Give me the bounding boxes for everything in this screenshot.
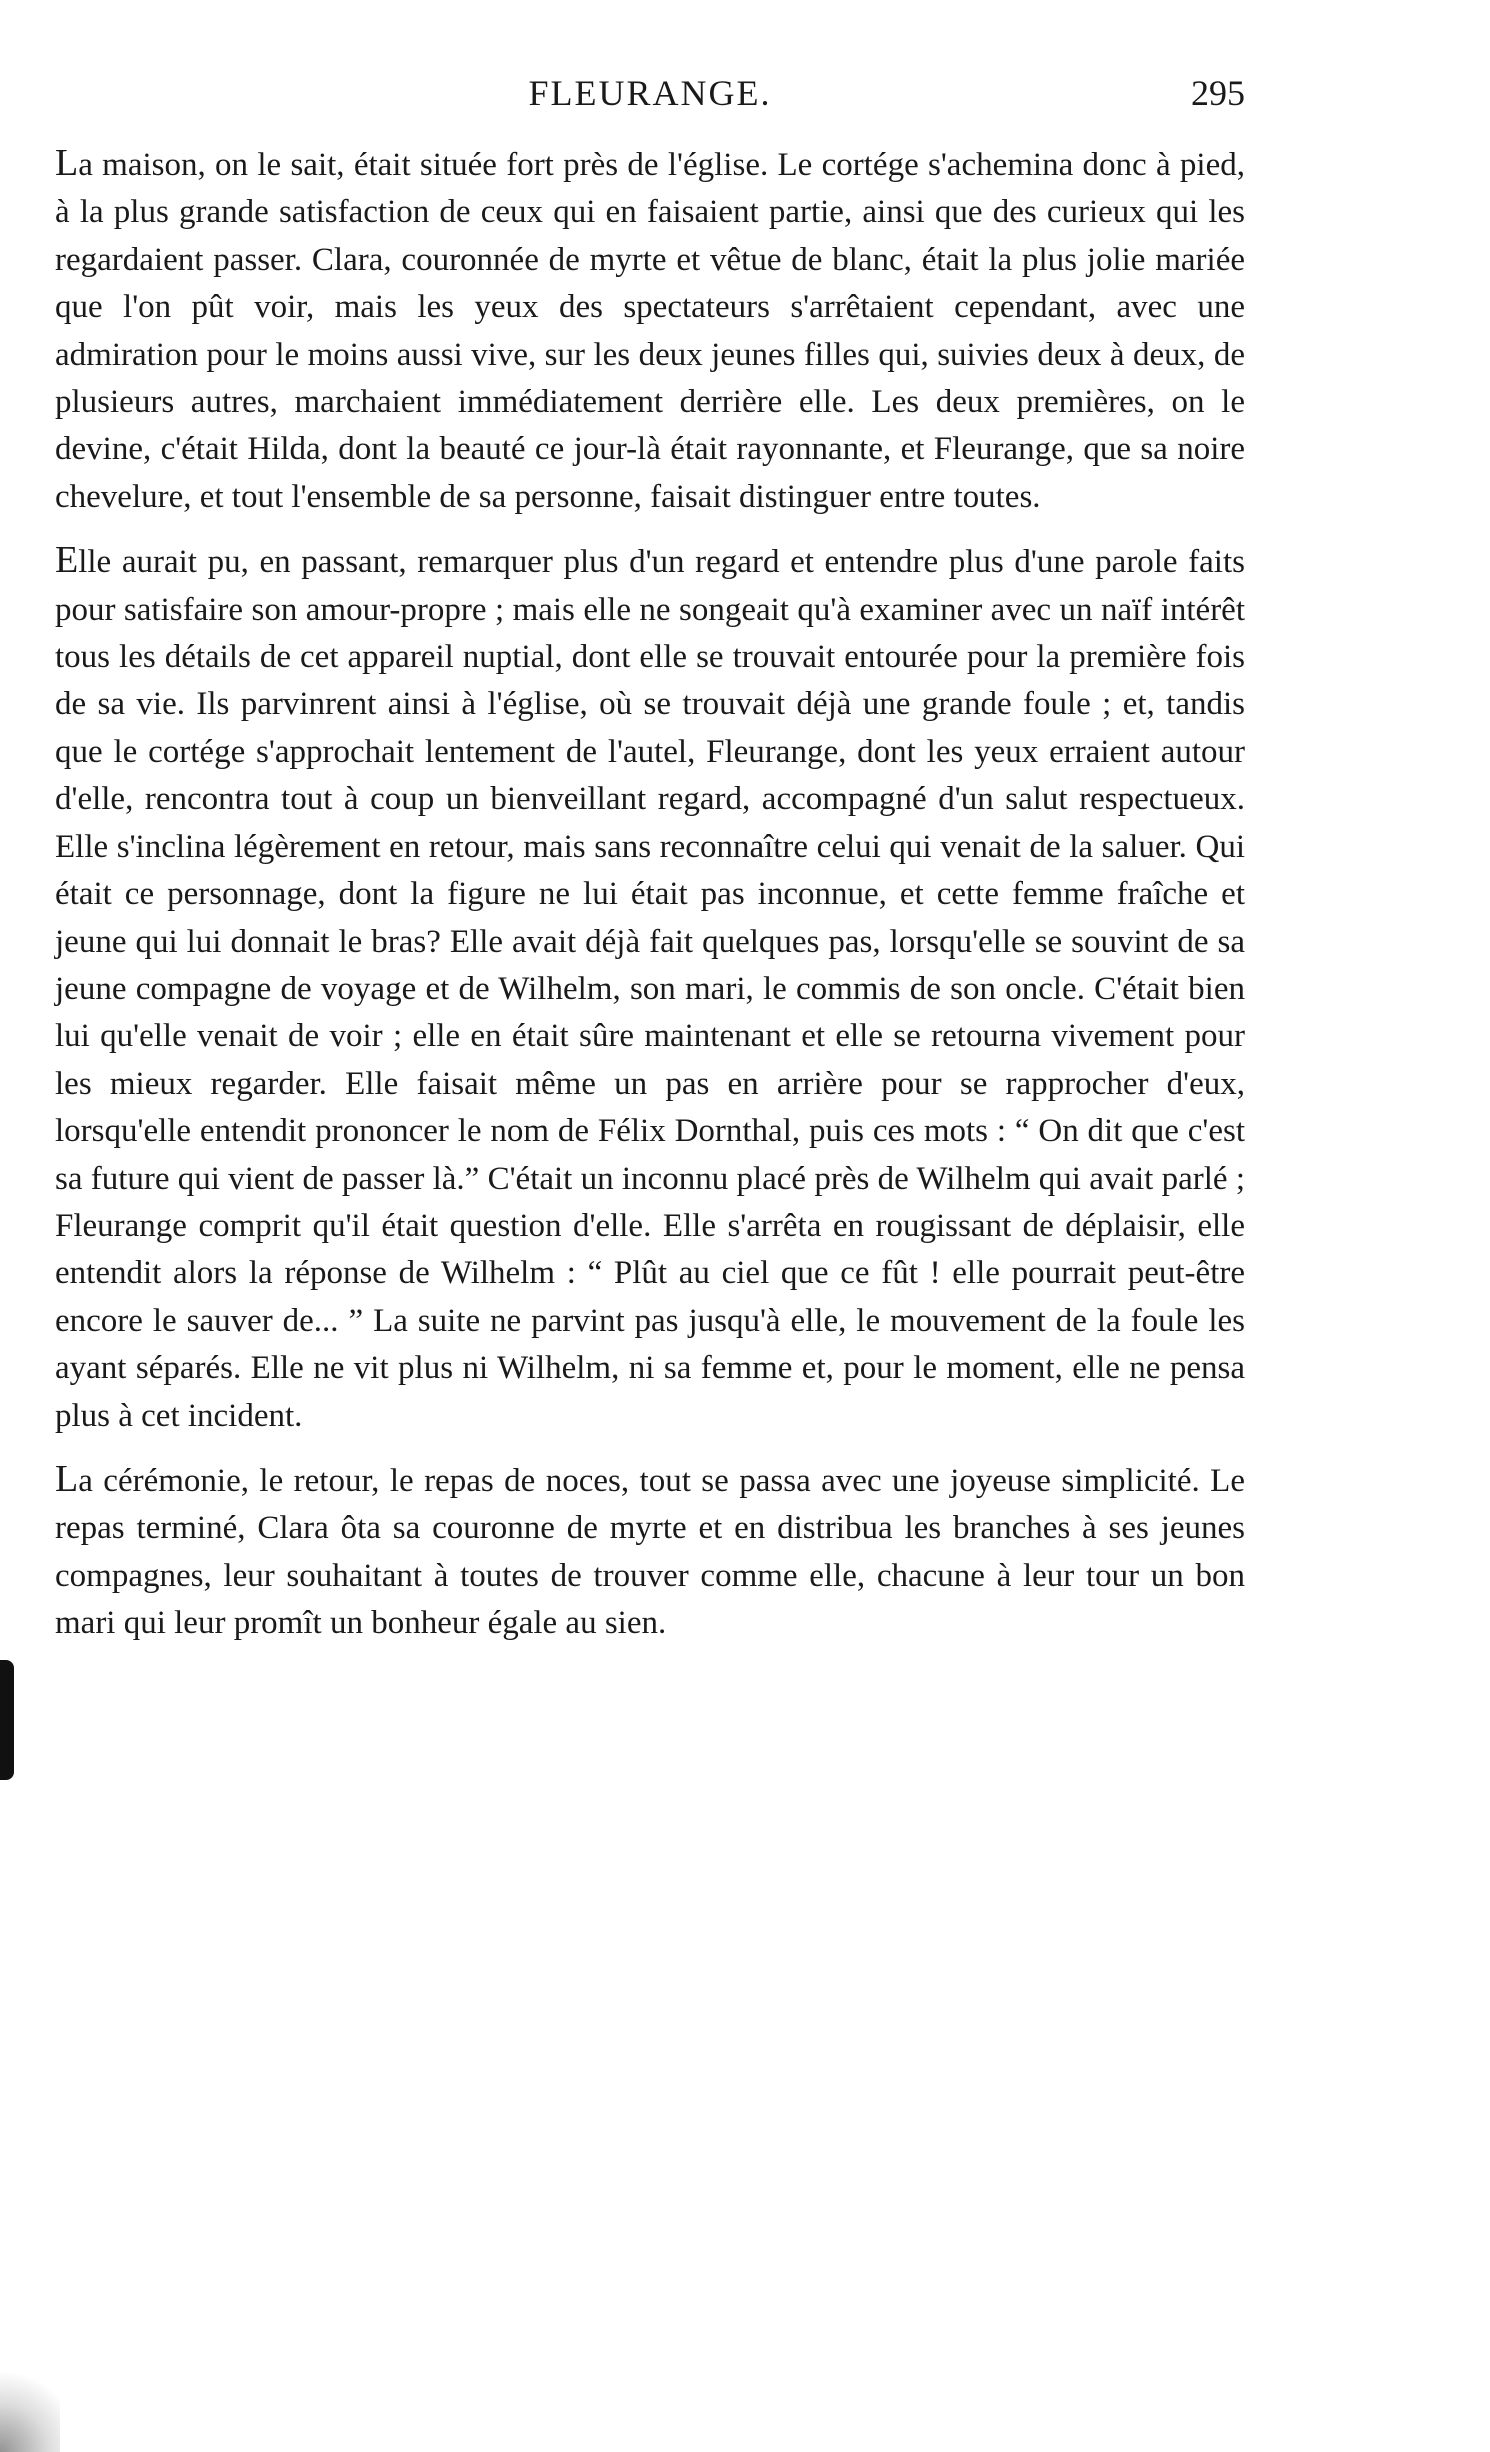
corner-speckle (0, 2362, 60, 2452)
paragraph-3: La cérémonie, le retour, le repas de noces, tout se passa avec une joyeuse simplicité. Le repas terminé, Clara ôta sa couronne de myrte et en distribua les branches à ses jeunes compagnes, leur souhaitant à toutes de trouver comme elle, chacune à leur tour un bon mari qui leur promît un bonheur égale au sien. (55, 1457, 1245, 1642)
running-title: FLEURANGE. (528, 73, 772, 113)
running-header (55, 72, 1245, 122)
page-number: 295 (1191, 73, 1245, 113)
body-text (55, 140, 1245, 1664)
binding-shadow (0, 1660, 14, 1780)
paragraph-1: La maison, on le sait, était située fort près de l'église. Le cortége s'achemina donc à pied, à la plus grande satisfaction de ceux qui en faisaient partie, ainsi que des curieux qui les regardaient passer. Clara, couronnée de myrte et vêtue de blanc, était la plus jolie mariée que l'on pût voir, mais les yeux des spectateurs s'arrêtaient cependant, avec une admiration pour le moins aussi vive, sur les deux jeunes filles qui, suivies deux à deux, de plusieurs autres, marchaient immédiatement derrière elle. Les deux premières, on le devine, c'était Hilda, dont la beauté ce jour-là était rayonnante, et Fleurange, que sa noire chevelure, et tout l'ensemble de sa personne, faisait distinguer entre toutes. (55, 142, 1245, 515)
paragraph-2: Elle aurait pu, en passant, remarquer plus d'un regard et entendre plus d'une parole faits pour satisfaire son amour-propre ; mais elle ne songeait qu'à examiner avec un naïf intérêt tous les détails de cet appareil nuptial, dont elle se trouvait entourée pour la première fois de sa vie. Ils parvinrent ainsi à l'église, où se trouvait déjà une grande foule ; et, tandis que le cortége s'approchait lentement de l'autel, Fleurange, dont les yeux erraient autour d'elle, rencontra tout à coup un bienveillant regard, accompagné d'un salut respectueux. Elle s'inclina légèrement en retour, mais sans reconnaître celui qui venait de la saluer. Qui était ce personnage, dont la figure ne lui était pas inconnue, et cette femme fraîche et jeune qui lui donnait le bras? Elle avait déjà fait quelques pas, lorsqu'elle se souvint de sa jeune compagne de voyage et de Wilhelm, son mari, le commis de son oncle. C'était bien lui qu'elle venait de voir ; elle en était sûre maintenant et elle se retourna vivement pour les mieux regarder. Elle faisait même un pas en arrière pour se rapprocher d'eux, lorsqu'elle entendit prononcer le nom de Félix Dornthal, puis ces mots : “ On dit que c'est sa future qui vient de passer là.” C'était un inconnu placé près de Wilhelm qui avait parlé ; Fleurange comprit qu'il était question d'elle. Elle s'arrêta en rougissant de déplaisir, elle entendit alors la réponse de Wilhelm : “ Plût au ciel que ce fût ! elle pourrait peut-être encore le sauver de... ” La suite ne parvint pas jusqu'à elle, le mouvement de la foule les ayant séparés. Elle ne vit plus ni Wilhelm, ni sa femme et, pour le moment, elle ne pensa plus à cet incident. (55, 539, 1245, 1434)
